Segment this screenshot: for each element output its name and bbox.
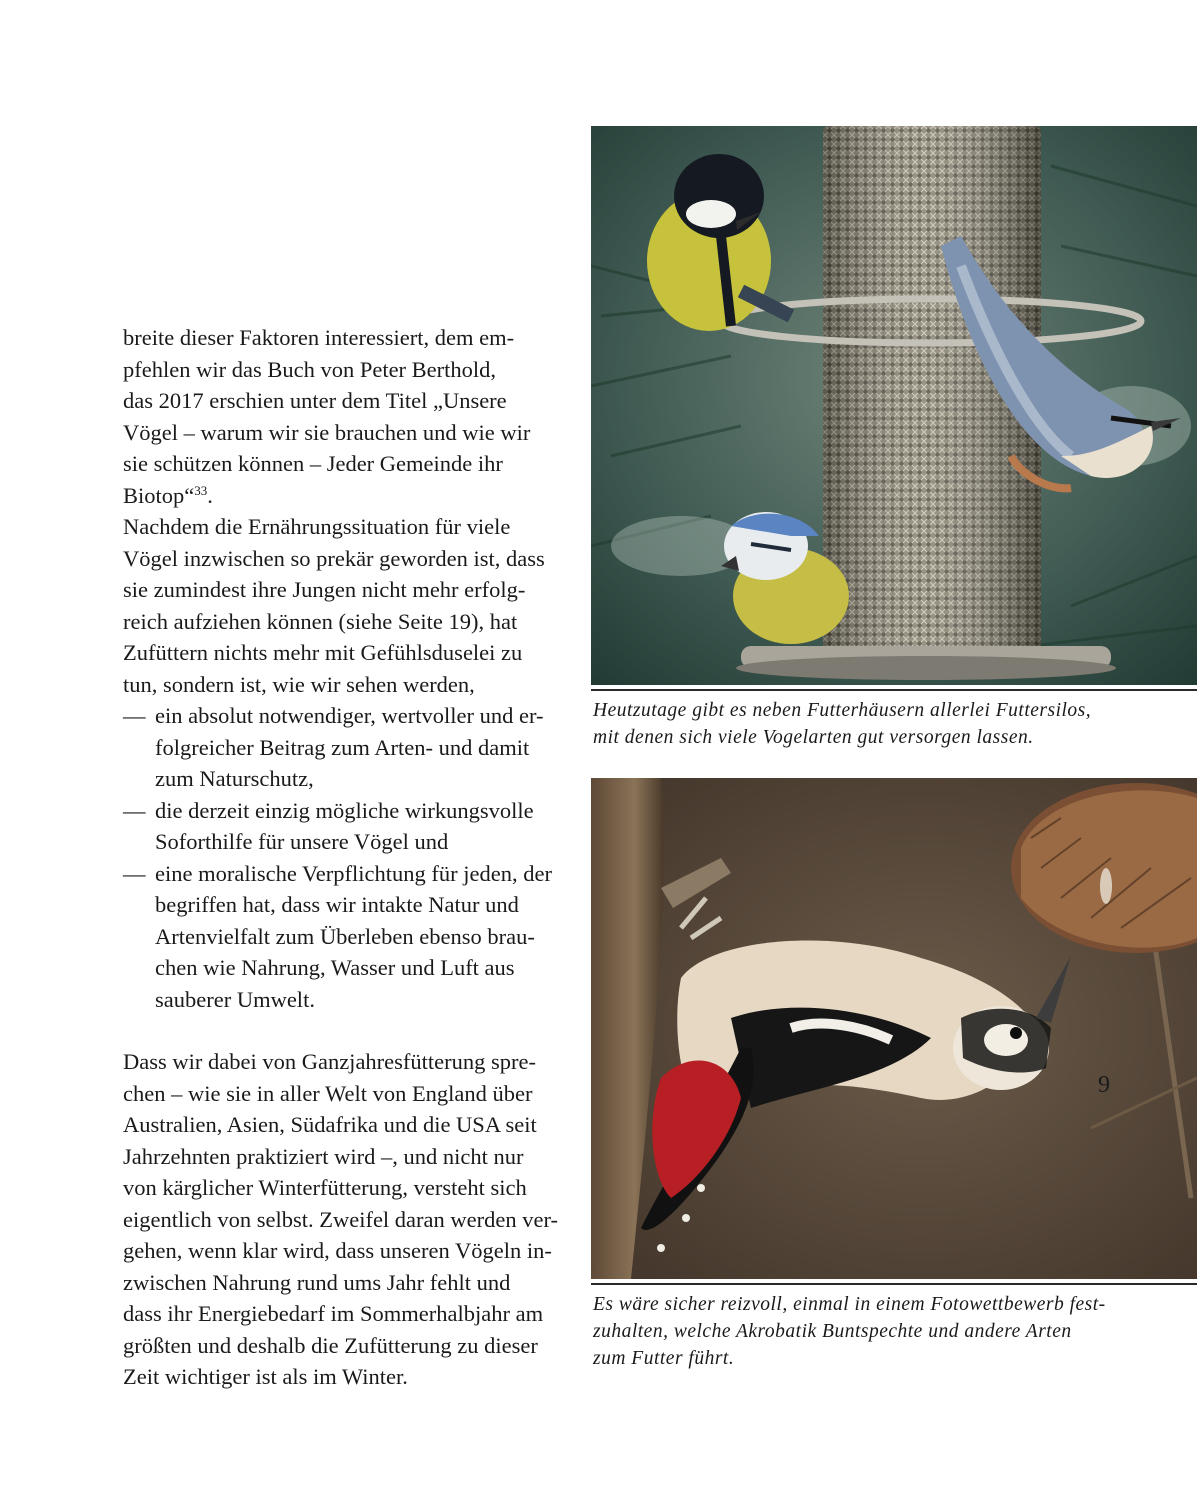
bullet-dash: — [123, 860, 146, 886]
text-line: zwischen Nahrung rund ums Jahr fehlt und [123, 1269, 511, 1295]
text-line: Zufüttern nichts mehr mit Gefühlsduselei zu [123, 640, 523, 665]
photo-caption [593, 697, 1197, 751]
caption-line: zum Futter führt. [593, 1348, 735, 1369]
text-line: Nachdem die Ernährungssituation für viele [123, 514, 511, 539]
text-line: chen – wie sie in aller Welt von England über [123, 1080, 533, 1106]
text-line: das 2017 erschien unter dem Titel „Unsere [123, 388, 507, 413]
bird-feeder-photo [591, 126, 1197, 685]
text-line: Artenvielfalt zum Überleben ebenso brau- [155, 923, 535, 949]
woodpecker-photo [591, 778, 1197, 1279]
text-line: zum Naturschutz, [155, 766, 314, 791]
paragraph-1 [123, 322, 563, 511]
text-line: Zeit wichtiger ist als im Winter. [123, 1364, 408, 1389]
text-line: folgreicher Beitrag zum Arten- und damit [155, 734, 530, 760]
bullet-dash: — [123, 797, 146, 823]
paragraph-2 [123, 511, 563, 700]
text-line: dass ihr Energiebedarf im Sommerhalbjahr am [123, 1301, 544, 1326]
caption-rule [591, 1283, 1197, 1285]
text-line: chen wie Nahrung, Wasser und Luft aus [155, 955, 515, 980]
page-number: 9 [1098, 1072, 1110, 1098]
bullet-dash: — [123, 703, 146, 728]
text-line: pfehlen wir das Buch von Peter Berthold, [123, 356, 497, 382]
text-line: sauberer Umwelt. [155, 986, 315, 1012]
text-line: Jahrzehnten praktiziert wird –, und nicht nur [123, 1143, 524, 1169]
body-text-column [123, 322, 563, 1393]
bullet-item [123, 795, 563, 858]
text-line [123, 480, 563, 512]
text-line: Australien, Asien, Südafrika und die USA seit [123, 1112, 537, 1137]
footnote-reference: 33 [194, 482, 208, 498]
text-line: Soforthilfe für unsere Vögel und [155, 829, 449, 854]
text-line: gehen, wenn klar wird, dass unseren Vögeln in- [123, 1238, 552, 1263]
caption-line: Heutzutage gibt es neben Futterhäusern allerlei Futtersilos, [593, 700, 1092, 721]
woodpecker-illustration [591, 778, 1197, 1279]
caption-line: Es wäre sicher reizvoll, einmal in einem Fotowettbewerb fest- [593, 1294, 1106, 1315]
bullet-item [123, 858, 563, 1016]
text-line: ein absolut notwendiger, wertvoller und er- [155, 703, 544, 728]
text-line: eine moralische Verpflichtung für jeden, der [155, 860, 552, 886]
text-fragment: . [207, 482, 213, 508]
paragraph-3 [123, 1046, 563, 1393]
text-line: sie schützen können – Jeder Gemeinde ihr [123, 451, 503, 476]
caption-line: zuhalten, welche Akrobatik Buntspechte und andere Arten [593, 1321, 1072, 1342]
text-fragment: Biotop“ [123, 482, 195, 508]
text-line: reich aufziehen können (siehe Seite 19), hat [123, 608, 518, 634]
text-line: breite dieser Faktoren interessiert, dem em- [123, 325, 515, 350]
text-line: tun, sondern ist, wie wir sehen werden, [123, 671, 475, 697]
text-line: Vögel – warum wir sie brauchen und wie wir [123, 419, 531, 445]
bullet-item [123, 700, 563, 795]
text-line: von kärglicher Winterfütterung, versteht sich [123, 1175, 527, 1200]
paragraph-spacer [123, 1015, 563, 1046]
text-line: größten und deshalb die Zufütterung zu dieser [123, 1332, 538, 1358]
caption-line: mit denen sich viele Vogelarten gut versorgen lassen. [593, 727, 1034, 748]
text-line: die derzeit einzig mögliche wirkungsvolle [155, 797, 534, 823]
text-line: eigentlich von selbst. Zweifel daran werden ver- [123, 1206, 559, 1232]
bird-feeder-illustration [591, 126, 1197, 685]
caption-rule [591, 689, 1197, 691]
text-line: Vögel inzwischen so prekär geworden ist, dass [123, 545, 545, 571]
text-line: sie zumindest ihre Jungen nicht mehr erfolg- [123, 577, 526, 602]
photo-caption [593, 1291, 1197, 1372]
text-line: begriffen hat, dass wir intakte Natur und [155, 892, 519, 917]
text-line: Dass wir dabei von Ganzjahresfütterung spre- [123, 1049, 536, 1074]
